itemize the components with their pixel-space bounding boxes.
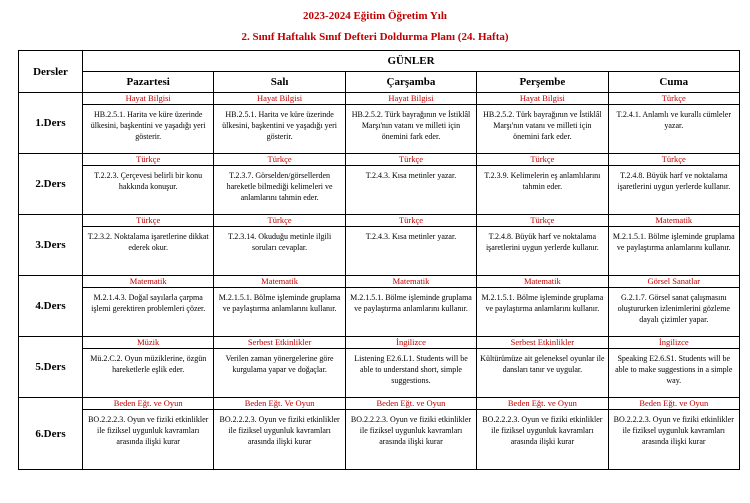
subject-label: Matematik — [214, 276, 344, 288]
subject-label: Türkçe — [477, 215, 607, 227]
outcome-text: M.2.1.5.1. Bölme işleminde gruplama ve paylaştırma anlamlarını kullanır. — [481, 293, 604, 313]
subject-label: İngilizce — [346, 337, 476, 349]
lesson-cell — [477, 215, 608, 276]
subject-label: İngilizce — [609, 337, 739, 349]
lesson-cell — [214, 93, 345, 154]
lesson-cell — [345, 93, 476, 154]
outcome-text: BO.2.2.2.3. Oyun ve fiziki etkinlikler ile fiziksel uygunluk kavramları arasında ilişki kurar — [88, 415, 209, 446]
outcome-text: M.2.1.4.3. Doğal sayılarla çarpma işlemi gerektiren problemleri çözer. — [91, 293, 206, 313]
outcome-text: HB.2.5.2. Türk bayrağının ve İstiklâl Marşı'nın vatanı ve milleti için önemini fark eder. — [351, 110, 471, 141]
subject-label: Türkçe — [83, 215, 213, 227]
lesson-number: 4.Ders — [19, 276, 83, 337]
lesson-cell — [477, 93, 608, 154]
lesson-cell — [608, 215, 739, 276]
outcome-text: Verilen zaman yönergelerine göre kurgulama yapar ve doğaçlar. — [225, 354, 334, 374]
weekly-plan-table — [18, 50, 740, 470]
subject-label: Hayat Bilgisi — [83, 93, 213, 105]
lesson-cell — [345, 337, 476, 398]
table-row — [19, 215, 740, 276]
outcome-text: Listening E2.6.L1. Students will be able to understand short, simple suggestions. — [354, 354, 468, 385]
document-subtitle: 2. Sınıf Haftalık Sınıf Defteri Doldurma Planı (24. Hafta) — [241, 31, 509, 43]
outcome-text: M.2.1.5.1. Bölme işleminde gruplama ve paylaştırma anlamlarını kullanır. — [350, 293, 472, 313]
lesson-number: 3.Ders — [19, 215, 83, 276]
outcome-text: T.2.4.1. Anlamlı ve kurallı cümleler yazar. — [616, 110, 732, 130]
subject-label: Serbest Etkinlikler — [477, 337, 607, 349]
subject-label: Beden Eğt. ve Oyun — [609, 398, 739, 410]
subject-label: Türkçe — [346, 215, 476, 227]
day-header-1: Pazartesi — [83, 72, 214, 93]
table-row — [19, 337, 740, 398]
gunler-header: GÜNLER — [83, 51, 740, 72]
table-row — [19, 398, 740, 470]
lesson-number: 6.Ders — [19, 398, 83, 470]
lesson-cell — [83, 337, 214, 398]
lesson-cell — [477, 337, 608, 398]
lesson-cell — [83, 154, 214, 215]
lesson-number: 5.Ders — [19, 337, 83, 398]
lesson-cell — [345, 215, 476, 276]
lesson-cell — [608, 398, 739, 470]
subject-label: Hayat Bilgisi — [477, 93, 607, 105]
subject-label: Beden Eğt. ve Oyun — [346, 398, 476, 410]
outcome-text: Speaking E2.6.S1. Students will be able to make suggestions in a simple way. — [615, 354, 733, 385]
outcome-text: T.2.4.3. Kısa metinler yazar. — [365, 171, 457, 180]
subject-label: Türkçe — [214, 154, 344, 166]
outcome-text: M.2.1.5.1. Bölme işleminde gruplama ve paylaştırma anlamlarını kullanır. — [218, 293, 341, 313]
subject-label: Serbest Etkinlikler — [214, 337, 344, 349]
lesson-cell — [214, 276, 345, 337]
subject-label: Matematik — [83, 276, 213, 288]
subject-label: Beden Eğt. Ve Oyun — [214, 398, 344, 410]
outcome-text: T.2.3.9. Kelimelerin eş anlamlılarını tahmin eder. — [484, 171, 601, 191]
outcome-text: T.2.3.2. Noktalama işaretlerine dikkat ederek okur. — [87, 232, 209, 252]
lesson-cell — [477, 398, 608, 470]
lesson-cell — [214, 337, 345, 398]
table-row — [19, 93, 740, 154]
outcome-text: G.2.1.7. Görsel sanat çalışmasını oluştururken izlenimlerini gözleme dayalı çizimler yapar. — [617, 293, 730, 324]
day-header-3: Çarşamba — [345, 72, 476, 93]
outcome-text: T.2.3.14. Okuduğu metinle ilgili soruları cevaplar. — [227, 232, 332, 252]
subject-label: Türkçe — [609, 154, 739, 166]
table-row — [19, 154, 740, 215]
subject-label: Türkçe — [214, 215, 344, 227]
subject-label: Türkçe — [609, 93, 739, 105]
subject-label: Müzik — [83, 337, 213, 349]
subject-label: Beden Eğt. ve Oyun — [83, 398, 213, 410]
lesson-cell — [83, 276, 214, 337]
table-row — [19, 276, 740, 337]
subject-label: Türkçe — [477, 154, 607, 166]
outcome-text: M.2.1.5.1. Bölme işleminde gruplama ve paylaştırma anlamlarını kullanır. — [612, 232, 735, 252]
dersler-header: Dersler — [19, 51, 83, 93]
outcome-text: Kültürümüze ait geleneksel oyunlar ile dansları tanır ve uygular. — [480, 354, 605, 374]
day-header-5: Cuma — [608, 72, 739, 93]
day-header-4: Perşembe — [477, 72, 608, 93]
subject-label: Görsel Sanatlar — [609, 276, 739, 288]
subject-label: Hayat Bilgisi — [214, 93, 344, 105]
lesson-cell — [214, 398, 345, 470]
outcome-text: T.2.3.7. Görselden/görsellerden hareketle bilmediği kelimeleri ve anlamlarını tahmin eder. — [226, 171, 333, 202]
document-title: 2023-2024 Eğitim Öğretim Yılı — [303, 10, 447, 22]
lesson-cell — [608, 93, 739, 154]
lesson-cell — [214, 154, 345, 215]
outcome-text: BO.2.2.2.3. Oyun ve fiziki etkinlikler ile fiziksel uygunluk kavramları arasında ilişki kurar — [219, 415, 340, 446]
outcome-text: BO.2.2.2.3. Oyun ve fiziki etkinlikler ile fiziksel uygunluk kavramları arasında ilişki kurar — [350, 415, 472, 446]
lesson-cell — [608, 337, 739, 398]
lesson-number: 2.Ders — [19, 154, 83, 215]
subject-label: Matematik — [346, 276, 476, 288]
lesson-number: 1.Ders — [19, 93, 83, 154]
subject-label: Türkçe — [83, 154, 213, 166]
day-header-2: Salı — [214, 72, 345, 93]
lesson-cell — [477, 276, 608, 337]
outcome-text: BO.2.2.2.3. Oyun ve fiziki etkinlikler ile fiziksel uygunluk kavramları arasında ilişki kurar — [482, 415, 603, 446]
lesson-cell — [83, 398, 214, 470]
subject-label: Türkçe — [346, 154, 476, 166]
outcome-text: T.2.4.8. Büyük harf ve noktalama işaretlerini uygun yerlerde kullanır. — [617, 171, 731, 191]
lesson-cell — [345, 154, 476, 215]
lesson-cell — [83, 93, 214, 154]
lesson-cell — [608, 154, 739, 215]
subject-label: Matematik — [609, 215, 739, 227]
outcome-text: HB.2.5.1. Harita ve küre üzerinde ülkesini, başkentini ve yaşadığı yeri gösterir. — [222, 110, 338, 141]
outcome-text: T.2.4.3. Kısa metinler yazar. — [365, 232, 457, 241]
outcome-text: HB.2.5.1. Harita ve küre üzerinde ülkesini, başkentini ve yaşadığı yeri gösterir. — [90, 110, 206, 141]
lesson-cell — [608, 276, 739, 337]
lesson-cell — [477, 154, 608, 215]
subject-label: Hayat Bilgisi — [346, 93, 476, 105]
outcome-text: HB.2.5.2. Türk bayrağının ve İstiklâl Marşı'nın vatanı ve milleti için önemini fark eder. — [483, 110, 602, 141]
lesson-cell — [83, 215, 214, 276]
outcome-text: T.2.2.3. Çerçevesi belirli bir konu hakkında konuşur. — [94, 171, 203, 191]
lesson-cell — [345, 276, 476, 337]
outcome-text: T.2.4.8. Büyük harf ve noktalama işaretlerini uygun yerlerde kullanır. — [485, 232, 599, 252]
lesson-cell — [345, 398, 476, 470]
subject-label: Beden Eğt. ve Oyun — [477, 398, 607, 410]
outcome-text: Mü.2.C.2. Oyun müziklerine, özgün hareketlerle eşlik eder. — [90, 354, 207, 374]
subject-label: Matematik — [477, 276, 607, 288]
lesson-cell — [214, 215, 345, 276]
outcome-text: BO.2.2.2.3. Oyun ve fiziki etkinlikler ile fiziksel uygunluk kavramları arasında ilişki kurar — [613, 415, 734, 446]
